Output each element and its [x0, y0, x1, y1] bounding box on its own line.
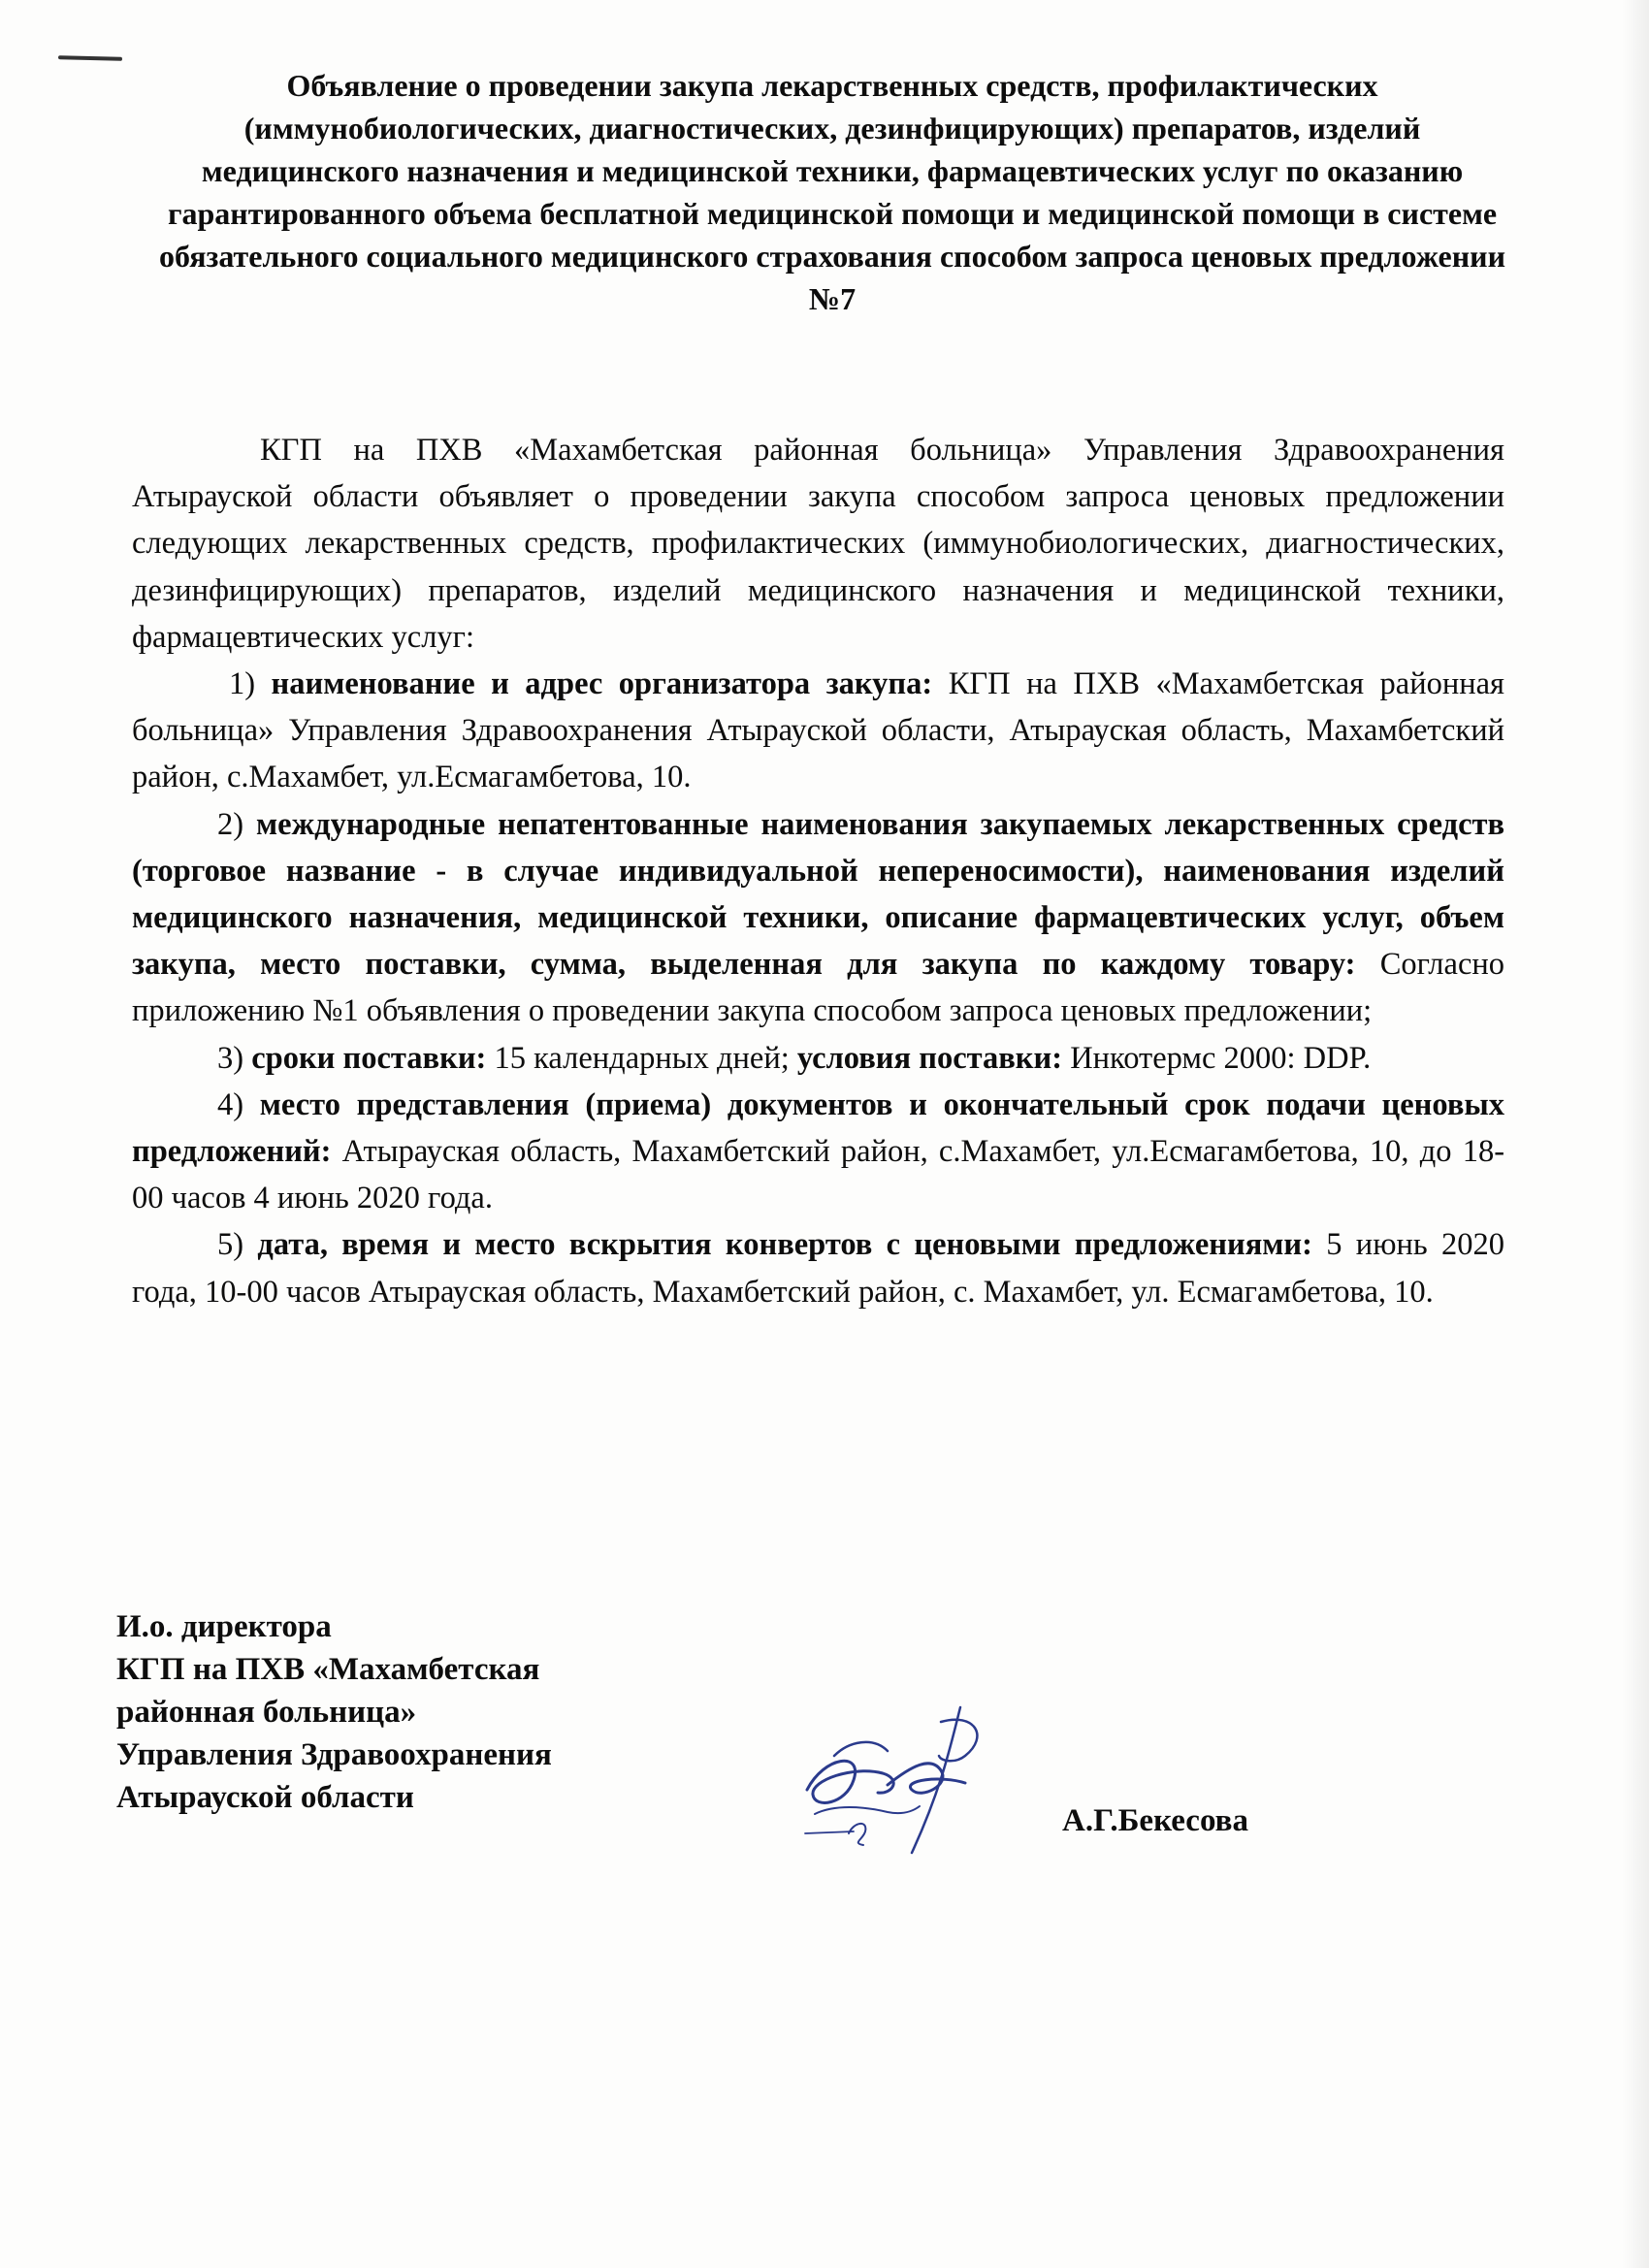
- signatory-org-line: Управления Здравоохранения: [116, 1737, 552, 1772]
- item-text: КГП на ПХВ «Махамбетская районная больница» Управления Здравоохранения Атырауской области, Атырауская область, Махамбетский район, с.Махамбет, ул.Есмагамбетова, 10.: [132, 666, 1505, 795]
- item-text: Согласно приложению №1 объявления о проведении закупа способом запроса ценовых предложении;: [132, 947, 1505, 1029]
- item-number: 2): [217, 806, 244, 842]
- signatory-position: И.о. директора: [116, 1609, 332, 1644]
- intro-paragraph: КГП на ПХВ «Махамбетская районная больница» Управления Здравоохранения Атырауской области объявляет о проведении закупа способом запроса ценовых предложении следующих лекарственных средств, профилактических (иммунобиологических, диагностических, дезинфицирующих) препаратов, изделий медицинского назначения и медицинской техники, фармацевтических услуг:: [132, 433, 1504, 655]
- signatory-org-line: районная больница»: [116, 1695, 417, 1730]
- item-label-secondary: условия поставки:: [796, 1040, 1063, 1076]
- document-body: [132, 427, 1504, 1315]
- list-item: [132, 1082, 1504, 1222]
- document-title: Объявление о проведении закупа лекарственных средств, профилактических (иммунобиологических, диагностических, дезинфицирующих) препаратов, изделий медицинского назначения и медицинской техники, фармацевтических услуг по оказанию гарантированного объема бесплатной медицинской помощи и медицинской помощи в системе обязательного социального медицинского страхования способом запроса ценовых предложении №7: [158, 68, 1506, 316]
- signatory-org-line: КГП на ПХВ «Махамбетская: [116, 1652, 540, 1687]
- item-number: 4): [217, 1086, 244, 1122]
- item-text: 15 календарных дней;: [494, 1040, 790, 1076]
- item-label: дата, время и место вскрытия конвертов с ценовыми предложениями:: [257, 1227, 1312, 1263]
- item-text: Атырауская область, Махамбетский район, с.Махамбет, ул.Есмагамбетова, 10, до 18-00 часов 4 июнь 2020 года.: [132, 1134, 1505, 1216]
- page-edge-shadow: [1622, 0, 1649, 2268]
- list-item: [132, 801, 1504, 1035]
- item-label: наименование и адрес организатора закупа:: [271, 666, 933, 702]
- item-text: 5 июнь 2020 года, 10-00 часов Атырауская область, Махамбетский район, с. Махамбет, ул. Есмагамбетова, 10.: [132, 1227, 1504, 1310]
- list-item: [132, 661, 1504, 801]
- signatory-org-line: Атырауской области: [116, 1780, 414, 1815]
- list-item: [132, 1035, 1504, 1082]
- item-text-secondary: Инкотермс 2000: DDP.: [1070, 1040, 1372, 1076]
- signer-name: А.Г.Бекесова: [1062, 1803, 1248, 1838]
- handwritten-signature: [795, 1698, 1009, 1863]
- item-number: 5): [217, 1227, 244, 1263]
- item-label: место представления (приема) документов и окончательный срок подачи ценовых предложений:: [132, 1086, 1505, 1170]
- item-number: 1): [229, 666, 256, 702]
- item-label: сроки поставки:: [251, 1040, 487, 1076]
- item-number: 3): [217, 1040, 244, 1076]
- signatory-block: [116, 1605, 552, 1819]
- item-label: международные непатентованные наименования закупаемых лекарственных средств (торговое название - в случае индивидуальной непереносимости), наименования изделий медицинского назначения, медицинской техники, описание фармацевтических услуг, объем закупа, место поставки, сумма, выделенная для закупа по каждому товару:: [132, 806, 1505, 983]
- list-item: [132, 1221, 1504, 1314]
- scan-mark: [58, 55, 122, 61]
